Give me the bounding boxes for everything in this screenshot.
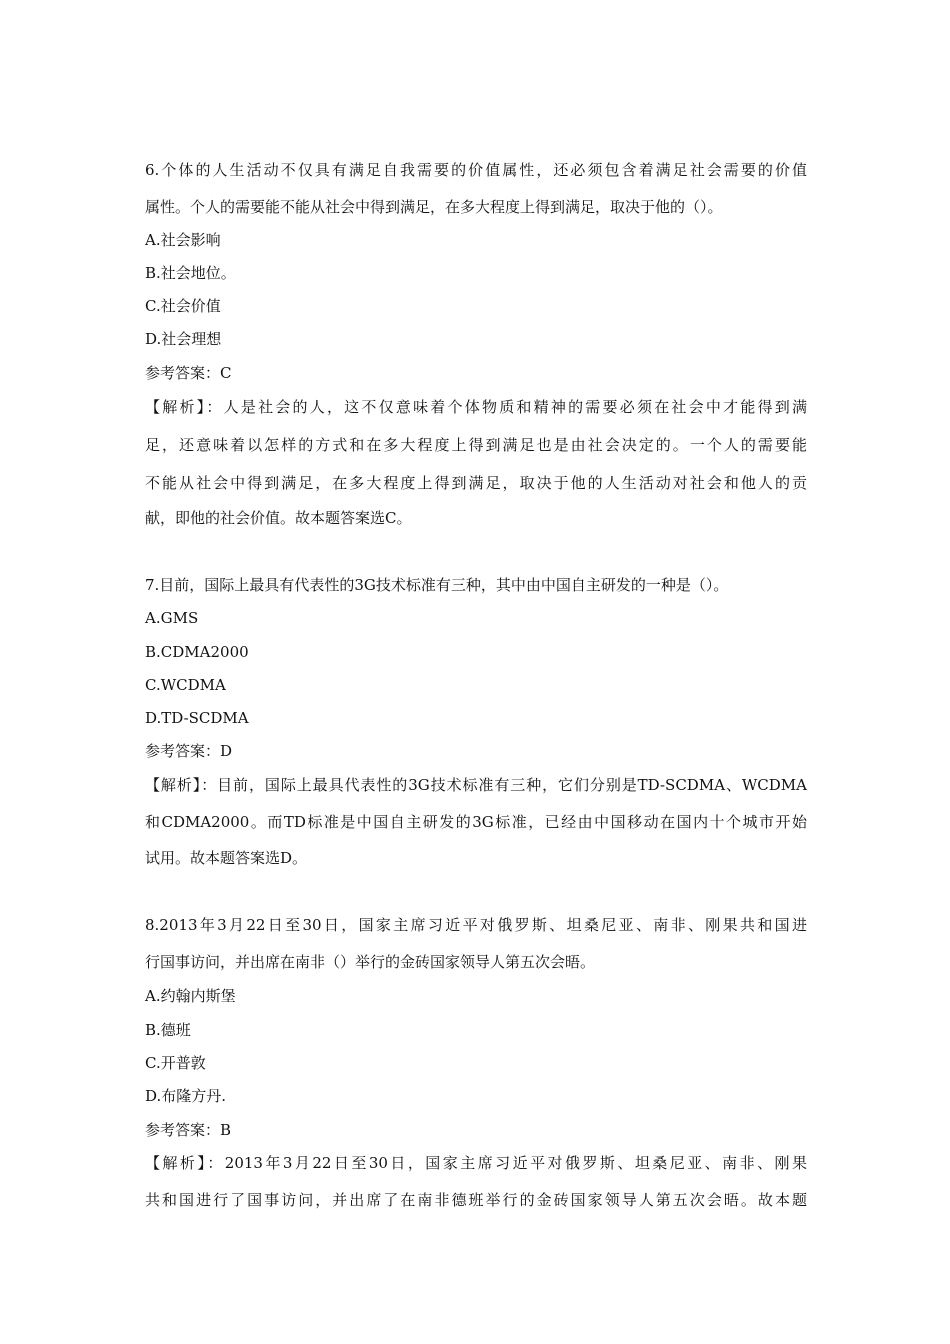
explanation-line: 【解析】：目前，国际上最具代表性的3G技术标准有三种，它们分别是TD-SCDMA、WCDMA	[145, 776, 807, 794]
explanation-line: 共和国进行了国事访问，并出席了在南非德班举行的金砖国家领导人第五次会晤。故本题	[145, 1191, 807, 1209]
option-d: D.布隆方丹.	[145, 1087, 227, 1105]
option-c: C.开普敦	[145, 1054, 206, 1072]
question-stem-line: 属性。个人的需要能不能从社会中得到满足，在多大程度上得到满足，取决于他的（）。	[145, 198, 723, 216]
question-stem-line: 6.个体的人生活动不仅具有满足自我需要的价值属性，还必须包含着满足社会需要的价值	[145, 161, 807, 179]
option-a: A.GMS	[145, 609, 199, 627]
explanation-line: 和CDMA2000。而TD标准是中国自主研发的3G标准，已经由中国移动在国内十个城市开始	[145, 813, 807, 831]
option-c: C.WCDMA	[145, 676, 226, 694]
explanation-line: 不能从社会中得到满足，在多大程度上得到满足，取决于他的人生活动对社会和他人的贡	[145, 474, 807, 492]
reference-answer: 参考答案：C	[145, 364, 232, 382]
explanation-line: 【解析】：人是社会的人，这不仅意味着个体物质和精神的需要必须在社会中才能得到满	[145, 398, 807, 416]
option-b: B.社会地位。	[145, 264, 236, 282]
option-b: B.CDMA2000	[145, 643, 249, 661]
explanation-line: 试用。故本题答案选D。	[145, 849, 308, 867]
reference-answer: 参考答案：B	[145, 1121, 232, 1139]
option-c: C.社会价值	[145, 297, 221, 315]
explanation-line: 献，即他的社会价值。故本题答案选C。	[145, 509, 412, 527]
option-a: A.约翰内斯堡	[145, 987, 236, 1005]
option-a: A.社会影响	[145, 231, 221, 249]
reference-answer: 参考答案：D	[145, 742, 233, 760]
question-stem-line: 8.2013年3月22日至30日，国家主席习近平对俄罗斯、坦桑尼亚、南非、刚果共和国进	[145, 916, 807, 934]
option-d: D.TD-SCDMA	[145, 709, 249, 727]
option-b: B.德班	[145, 1021, 191, 1039]
question-stem-line: 行国事访问，并出席在南非（）举行的金砖国家领导人第五次会晤。	[145, 953, 596, 971]
option-d: D.社会理想	[145, 330, 222, 348]
explanation-line: 足，还意味着以怎样的方式和在多大程度上得到满足也是由社会决定的。一个人的需要能	[145, 436, 807, 454]
question-stem-line: 7.目前，国际上最具有代表性的3G技术标准有三种，其中由中国自主研发的一种是（）。	[145, 576, 729, 594]
explanation-line: 【解析】：2013年3月22日至30日，国家主席习近平对俄罗斯、坦桑尼亚、南非、刚果	[145, 1154, 807, 1172]
